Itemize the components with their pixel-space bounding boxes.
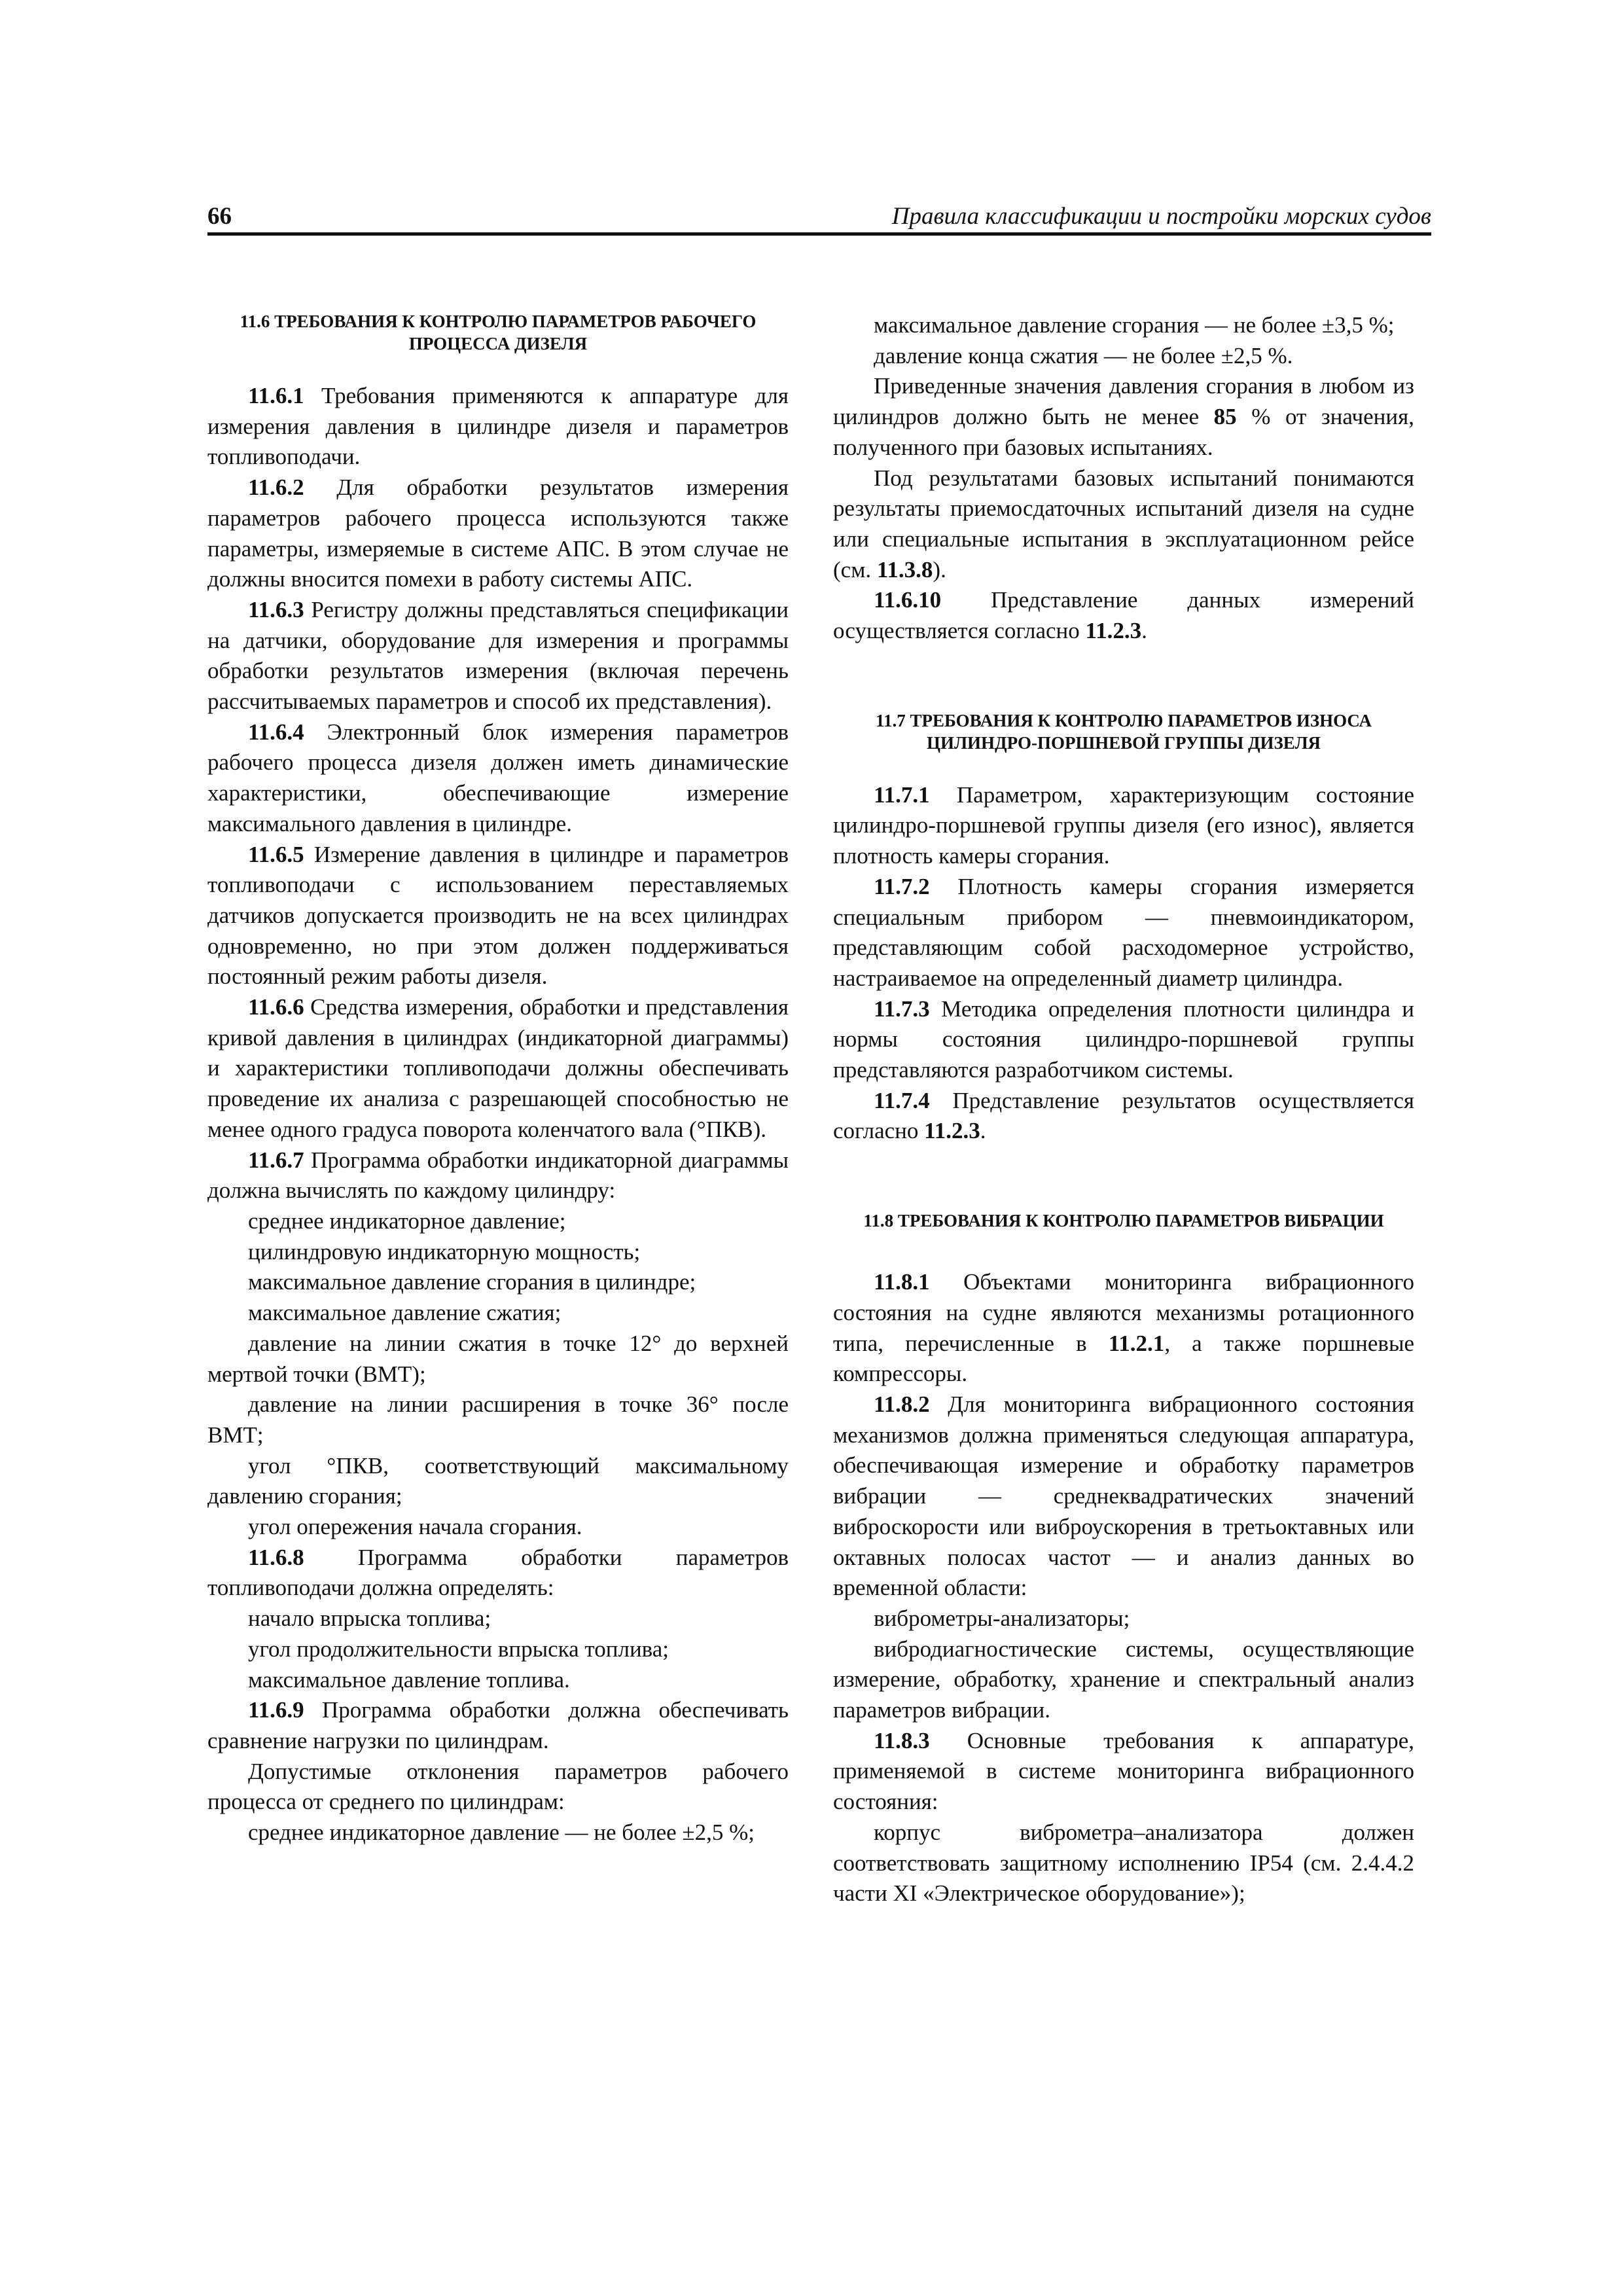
clause-number: 11.6.9 <box>248 1697 304 1723</box>
clause-number: 11.6.4 <box>248 719 304 745</box>
clause-text: Основные требования к аппаратуре, применяемой в системе мониторинга вибрационного состояния: <box>833 1727 1414 1815</box>
paragraph-11-7-2 <box>833 872 1414 994</box>
list-item: среднее индикаторное давление — не более ±2,5 %; <box>248 1820 755 1846</box>
clause-text: Для мониторинга вибрационного состояния механизмов должна применяться следующая аппаратура, обеспечивающая измерение и обработку параметров вибрации — среднеквадратических значений виброскорости или виброускорения в третьоктавных или октавных полосах частот — и анализ данных во временной области: <box>833 1391 1414 1601</box>
clause-number: 11.7.2 <box>874 873 930 899</box>
paragraph-11-8-2 <box>833 1390 1414 1604</box>
paragraph-base-tests <box>833 463 1414 586</box>
clause-number: 11.7.3 <box>874 996 930 1022</box>
clause-text: Программа обработки индикаторной диаграммы должна вычислять по каждому цилиндру: <box>207 1147 789 1204</box>
clause-number: 11.6.3 <box>248 596 304 622</box>
paragraph-11-7-4 <box>833 1086 1414 1147</box>
clause-text: Представление результатов осуществляется согласно <box>833 1087 1414 1144</box>
clause-text: Электронный блок измерения параметров рабочего процесса дизеля должен иметь динамические характеристики, обеспечивающие измерение максимального давления в цилиндре. <box>207 719 789 836</box>
paragraph-11-6-6 <box>207 992 789 1145</box>
clause-text: Для обработки результатов измерения параметров рабочего процесса используются также параметры, измеряемые в системе АПС. В этом случае не должны вносится помехи в работу системы АПС. <box>207 475 789 592</box>
cross-reference: 11.2.3 <box>924 1118 980 1144</box>
clause-number: 11.8.2 <box>874 1391 930 1417</box>
section-11-6-heading: 11.6 ТРЕБОВАНИЯ К КОНТРОЛЮ ПАРАМЕТРОВ РАБОЧЕГО ПРОЦЕССА ДИЗЕЛЯ <box>240 312 757 353</box>
list-item: корпус виброметра–анализатора должен соответствовать защитному исполнению IP54 (см. 2.4.4.2 части XI «Электрическое оборудование»); <box>833 1819 1414 1907</box>
clause-number: 11.6.5 <box>248 841 304 867</box>
text-run: ). <box>933 556 946 583</box>
paragraph-11-7-3 <box>833 994 1414 1086</box>
clause-text: Объектами мониторинга вибрационного состояния на судне являются механизмы ротационного типа, перечисленные в <box>833 1269 1414 1356</box>
text-run: , а также поршневые компрессоры. <box>833 1330 1414 1387</box>
paragraph-11-7-1 <box>833 780 1414 872</box>
cross-reference: 11.3.8 <box>876 556 933 583</box>
list-item: виброметры-анализаторы; <box>874 1605 1130 1631</box>
cross-reference: 11.2.1 <box>1108 1330 1165 1356</box>
list-item: начало впрыска топлива; <box>248 1605 491 1632</box>
clause-text: Требования применяются к аппаратуре для измерения давления в цилиндре дизеля и параметров топливоподачи. <box>207 383 789 470</box>
paragraph-11-6-7 <box>207 1145 789 1206</box>
section-11-7-heading: 11.7 ТРЕБОВАНИЯ К КОНТРОЛЮ ПАРАМЕТРОВ ИЗНОСА ЦИЛИНДРО-ПОРШНЕВОЙ ГРУППЫ ДИЗЕЛЯ <box>875 710 1372 753</box>
paragraph-given-values <box>833 371 1414 463</box>
clause-number: 11.6.7 <box>248 1147 304 1173</box>
clause-text: Измерение давления в цилиндре и параметров топливоподачи с использованием переставляемых датчиков допускается производить не на всех цилиндрах одновременно, но при этом должен поддерживаться постоянный режим работы дизеля. <box>207 841 789 990</box>
paragraph-11-6-1 <box>207 381 789 473</box>
clause-text: Параметром, характеризующим состояние цилиндро-поршневой группы дизеля (его износ), является плотность камеры сгорания. <box>833 781 1414 869</box>
list-item: давление конца сжатия — не более ±2,5 %. <box>874 342 1293 368</box>
running-title: Правила классификации и постройки морских судов <box>891 203 1431 230</box>
text-run: . <box>980 1118 986 1144</box>
paragraph-11-6-3 <box>207 595 789 717</box>
clause-number: 11.7.1 <box>874 781 930 808</box>
left-column <box>207 310 789 1848</box>
list-item: максимальное давление сгорания — не более ±3,5 %; <box>874 312 1395 338</box>
list-item: максимальное давление сгорания в цилиндре; <box>248 1269 696 1295</box>
paragraph-11-6-10 <box>833 585 1414 646</box>
paragraph-11-6-9 <box>207 1695 789 1756</box>
page-number: 66 <box>207 203 232 230</box>
paragraph-11-6-5 <box>207 840 789 993</box>
text-run: Приведенные значения давления сгорания в любом из цилиндров должно быть не менее <box>833 373 1414 430</box>
clause-text: Методика определения плотности цилиндра и нормы состояния цилиндро-поршневой группы представляются разработчиком системы. <box>833 996 1414 1083</box>
clause-number: 11.6.8 <box>248 1544 304 1570</box>
list-item: угол °ПКВ, соответствующий максимальному давлению сгорания; <box>207 1452 789 1509</box>
list-item: угол опережения начала сгорания. <box>248 1514 582 1540</box>
paragraph-11-6-8 <box>207 1543 789 1604</box>
cross-reference: 11.2.3 <box>1085 618 1142 644</box>
right-column <box>833 310 1414 1909</box>
clause-number: 11.6.2 <box>248 475 304 501</box>
list-item: среднее индикаторное давление; <box>248 1208 566 1234</box>
clause-text: Программа обработки параметров топливоподачи должна определять: <box>207 1544 789 1601</box>
list-item: максимальное давление сжатия; <box>248 1300 562 1326</box>
clause-number: 11.7.4 <box>874 1087 930 1113</box>
list-item: угол продолжительности впрыска топлива; <box>248 1636 669 1662</box>
text-run: % от значения, полученного при базовых испытаниях. <box>833 404 1414 460</box>
header-rule <box>207 232 1431 236</box>
clause-number: 11.8.3 <box>874 1727 930 1753</box>
clause-text: Программа обработки должна обеспечивать сравнение нагрузки по цилиндрам. <box>207 1697 789 1753</box>
clause-text: Средства измерения, обработки и представления кривой давления в цилиндрах (индикаторной диаграммы) и характеристики топливоподачи должны обеспечивать проведение их анализа с разрешающей способностью не менее одного градуса поворота коленчатого вала (°ПКВ). <box>207 994 789 1142</box>
paragraph-deviations: Допустимые отклонения параметров рабочего процесса от среднего по цилиндрам: <box>207 1758 789 1815</box>
paragraph-11-8-1 <box>833 1267 1414 1390</box>
text-run: 85 <box>1213 404 1237 430</box>
clause-number: 11.6.10 <box>874 587 942 613</box>
clause-text: Плотность камеры сгорания измеряется специальным прибором — пневмоиндикатором, представляющим собой расходомерное устройство, настраиваемое на определенный диаметр цилиндра. <box>833 873 1414 991</box>
clause-text: Представление данных измерений осуществляется согласно <box>833 587 1414 644</box>
paragraph-11-6-2 <box>207 473 789 595</box>
section-11-8-heading: 11.8 ТРЕБОВАНИЯ К КОНТРОЛЮ ПАРАМЕТРОВ ВИБРАЦИИ <box>863 1211 1384 1231</box>
list-item: давление на линии сжатия в точке 12° до верхней мертвой точки (ВМТ); <box>207 1330 789 1387</box>
clause-number: 11.8.1 <box>874 1269 930 1295</box>
paragraph-11-6-4 <box>207 717 789 840</box>
clause-number: 11.6.1 <box>248 383 304 408</box>
paragraph-11-8-3 <box>833 1726 1414 1818</box>
list-item: цилиндровую индикаторную мощность; <box>248 1238 641 1265</box>
page-header <box>207 202 1431 232</box>
clause-text: Регистру должны представляться спецификации на датчики, оборудование для измерения и программы обработки результатов измерения (включая перечень рассчитываемых параметров и способ их представления). <box>207 596 789 715</box>
clause-number: 11.6.6 <box>248 994 304 1020</box>
text-run: . <box>1141 618 1147 644</box>
list-item: максимальное давление топлива. <box>248 1666 570 1693</box>
text-run: Под результатами базовых испытаний понимаются результаты приемосдаточных испытаний дизеля на судне или специальные испытания в эксплуатационном рейсе (см. <box>833 465 1414 583</box>
list-item: давление на линии расширения в точке 36° после ВМТ; <box>207 1391 789 1448</box>
list-item: вибродиагностические системы, осуществляющие измерение, обработку, хранение и спектральный анализ параметров вибрации. <box>833 1636 1414 1723</box>
